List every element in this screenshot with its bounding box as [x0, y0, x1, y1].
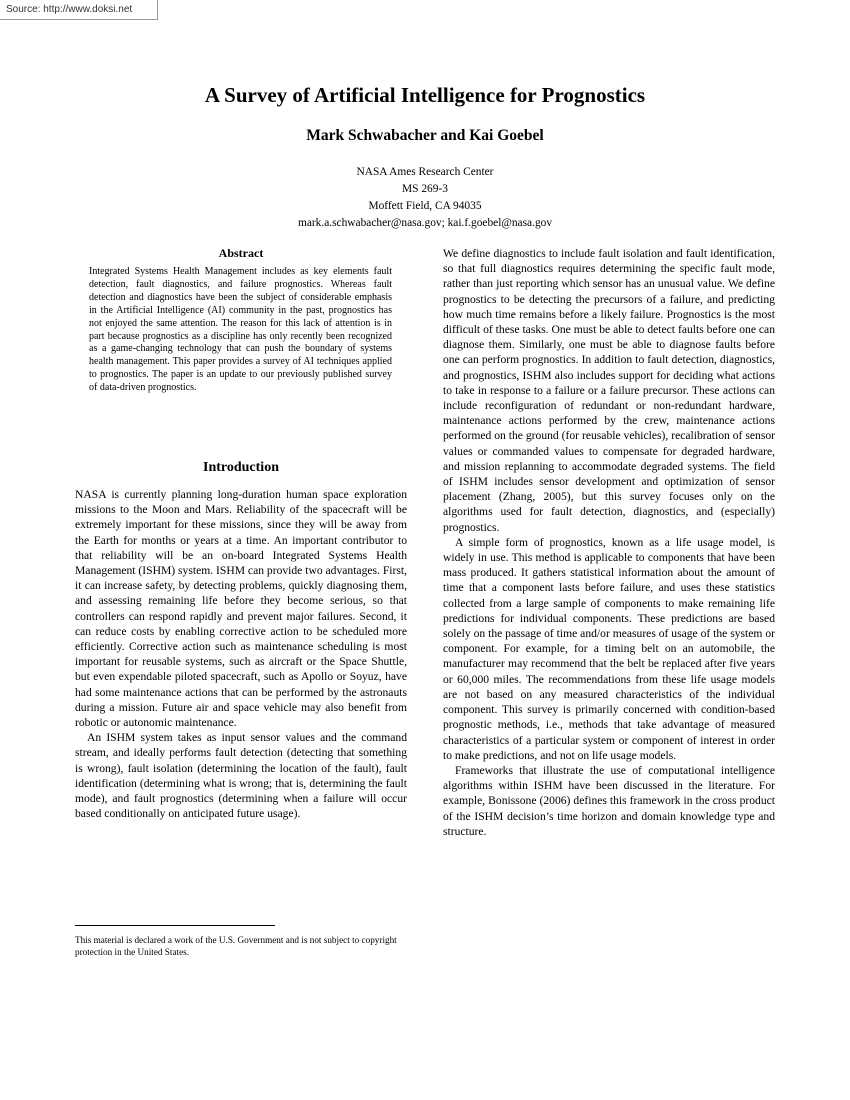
footnote-text: This material is declared a work of the U.S. Government and is not subject to copyright protection in the United States. [75, 935, 397, 957]
source-label: Source: http://www.doksi.net [0, 0, 158, 20]
right-column-body [443, 246, 775, 839]
body-paragraph: Frameworks that illustrate the use of computational intelligence algorithms within ISHM have been discussed in the literature. For example, Bonissone (2006) defines this framework in the cross product of the ISHM decision’s time horizon and domain knowledge type and structure. [443, 763, 775, 838]
affiliation-mailstop: MS 269-3 [402, 183, 448, 195]
affiliation-emails: mark.a.schwabacher@nasa.gov; kai.f.goebel@nasa.gov [297, 217, 553, 229]
affiliation-city: Moffett Field, CA 94035 [368, 200, 482, 212]
body-paragraph: NASA is currently planning long-duration human space exploration missions to the Moon and Mars. Reliability of the spacecraft will be extremely important for these missions, since they will be away from the Earth for months or years at a time. An important contributor to that reliability will be an on-board Integrated Systems Health Management (ISHM) system. ISHM can provide two advantages. First, it can increase safety, by detecting problems, quickly diagnosing them, and assessing remaining life before they become serious, so that controllers can respond rapidly and prevent major failures. Second, it can reduce costs by enabling corrective action to be scheduled more efficiently. Corrective action such as maintenance scheduling is most important for reusable systems, such as aircraft or the Space Shuttle, but even expendable piloted spacecraft, such as Apollo or Soyuz, have had some maintenance actions that can be performed by the astronauts during a mission. Future air and space vehicle may also benefit from robotic or autonomic maintenance. [75, 488, 407, 730]
body-paragraph: A simple form of prognostics, known as a life usage model, is widely in use. This method is applicable to components that have been mass produced. It gathers statistical information about the amount of time that a component lasts before failure, and uses these statistics collected from a large sample of components to make remaining life predictions for individual components. These predictions are based solely on the passage of time and/or measures of usage of the system or component. For example, for a timing belt on an automobile, the manufacturer may recommend that the belt be replaced after five years or 60,000 miles. The recommendations from these life usage models are not based on any measured characteristics of the individual component. This survey is primarily concerned with condition-based prognostic methods, i.e., methods that take advantage of measured characteristics of a particular system or component of interest in order to make predictions, and not on life usage models. [443, 535, 775, 762]
affiliation-block [0, 164, 850, 232]
introduction-heading: Introduction [203, 460, 279, 475]
paper-title: A Survey of Artificial Intelligence for Prognostics [204, 83, 646, 107]
abstract-text: Integrated Systems Health Management includes as key elements fault detection, fault diagnostics, and failure prognostics. Whereas fault detection and diagnostics have been the subject of considerable emphasis in the Artificial Intelligence (AI) community in the past, prognostics has not enjoyed the same attention. The reason for this lack of attention is in part because prognostics as a discipline has only recently been recognized as a game-changing technology that can push the boundary of systems health management. This paper provides a survey of AI techniques applied to prognostics. The paper is an update to our previously published survey of data-driven prognostics. [89, 266, 392, 394]
affiliation-org: NASA Ames Research Center [356, 166, 494, 178]
paper-authors: Mark Schwabacher and Kai Goebel [306, 127, 544, 144]
footnote-divider [75, 925, 275, 926]
body-paragraph: We define diagnostics to include fault isolation and fault identification, so that full diagnostics requires determining the specific fault mode, rather than just reporting which sensor has an unusual value. We define prognostics to be detecting the precursors of a failure, and predicting how much time remains before a likely failure. Prognostics is the most difficult of these tasks. One must be able to detect faults before one can diagnose them. Similarly, one must be able to diagnose faults before one can perform prognostics. In addition to fault detection, diagnostics, and prognostics, ISHM also includes support for deciding what actions to take in response to a failure or a failure precursor. These actions can include reconfiguration of redundant or non-redundant hardware, maintenance actions performed by the crew, maintenance actions performed on the ground (for reusable vehicles), recalibration of sensor values or commanded values to compensate for degraded hardware, and mission replanning to accommodate degraded systems. The field of ISHM includes sensor development and optimization of sensor placement (Zhang, 2005), but this survey focuses only on the algorithms used for fault detection, diagnostics, and (especially) prognostics. [443, 247, 775, 534]
left-column-body [75, 487, 407, 821]
abstract-heading: Abstract [218, 246, 264, 260]
body-paragraph: An ISHM system takes as input sensor values and the command stream, and ideally performs fault detection (detecting that something is wrong), fault isolation (determining the location of the fault), fault identification (determining what is wrong; that is, determining the fault mode), and fault prognostics (determining when a failure will occur based conditionally on anticipated future usage). [75, 731, 407, 821]
